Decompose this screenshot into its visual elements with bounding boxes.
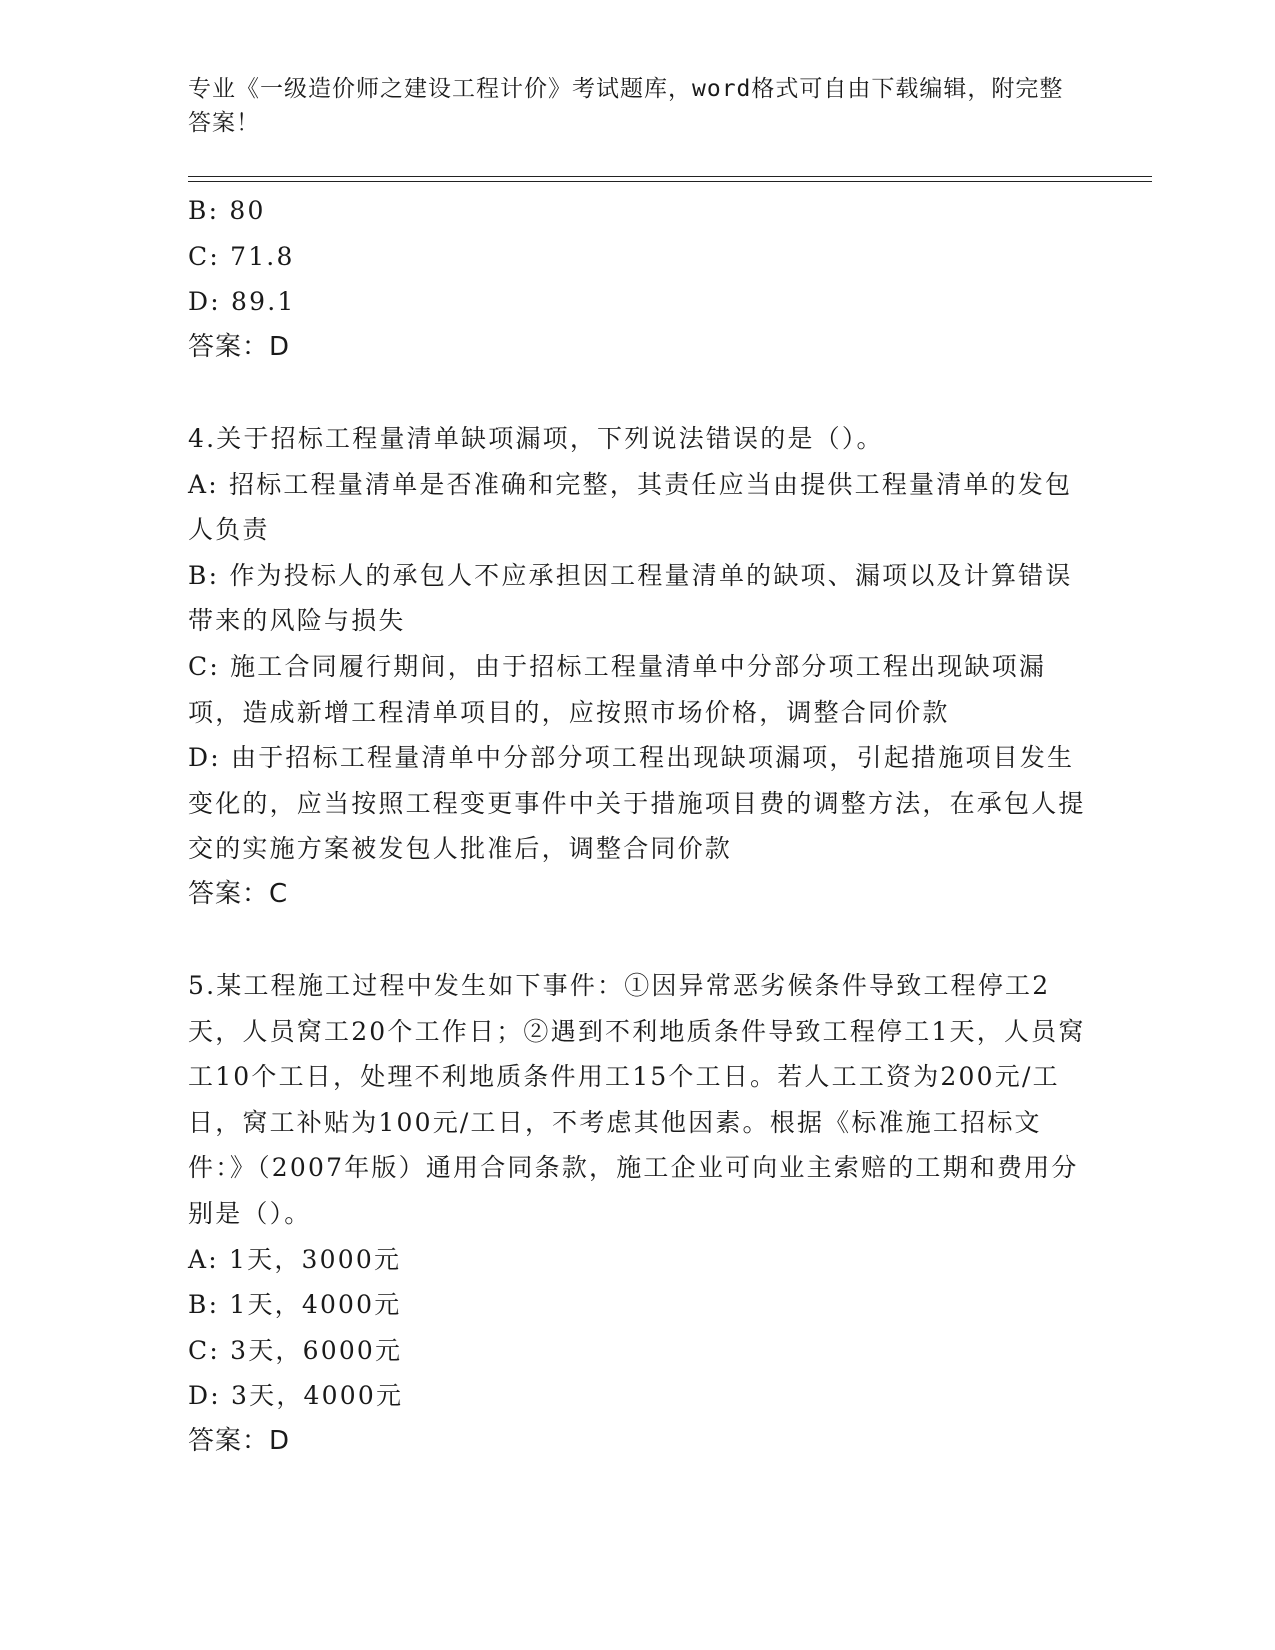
option-c: C: 3天，6000元 (188, 1335, 403, 1365)
option-c: C: 施工合同履行期间，由于招标工程量清单中分部分项工程出现缺项漏项，造成新增工程清单项目的，应按照市场价格，调整合同价款 (188, 651, 1047, 727)
option-b: B: 80 (188, 196, 266, 225)
option-b: B: 1天，4000元 (188, 1290, 402, 1320)
option-d: D: 3天，4000元 (188, 1381, 404, 1411)
spacer (188, 918, 1088, 964)
document-header (188, 72, 1068, 140)
answer-label: 答案：D (188, 1426, 291, 1457)
question-3-tail (188, 188, 1088, 370)
question-stem: 5.某工程施工过程中发生如下事件：①因异常恶劣候条件导致工程停工2天，人员窝工20个工作日；②遇到不利地质条件导致工程停工1天，人员窝工10个工日，处理不利地质条件用工15个工日。若人工工资为200元/工日，窝工补贴为100元/工日，不考虑其他因素。根据《标准施工招标文件：》（2007年版）通用合同条款，施工企业可向业主索赔的工期和费用分别是（）。 (188, 971, 1086, 1229)
question-5 (188, 963, 1088, 1465)
question-4 (188, 416, 1088, 918)
header-divider-bottom (188, 181, 1152, 182)
answer-label: 答案：D (188, 331, 291, 362)
option-d: D: 由于招标工程量清单中分部分项工程出现缺项漏项，引起措施项目发生变化的，应当按照工程变更事件中关于措施项目费的调整方法，在承包人提交的实施方案被发包人批准后，调整合同价款 (188, 743, 1086, 864)
question-stem: 4.关于招标工程量清单缺项漏项，下列说法错误的是（）。 (188, 423, 884, 453)
option-b: B: 作为投标人的承包人不应承担因工程量清单的缺项、漏项以及计算错误带来的风险与损失 (188, 560, 1073, 636)
option-a: A: 1天，3000元 (188, 1244, 402, 1274)
option-c: C: 71.8 (188, 241, 295, 271)
header-text: 专业《一级造价师之建设工程计价》考试题库，word格式可自由下载编辑，附完整答案！ (188, 76, 1064, 136)
option-a: A: 招标工程量清单是否准确和完整，其责任应当由提供工程量清单的发包人负责 (188, 469, 1073, 545)
spacer (188, 370, 1088, 416)
header-divider-top (188, 176, 1152, 177)
question-content (188, 188, 1088, 1465)
option-d: D: 89.1 (188, 287, 296, 317)
answer-label: 答案：C (188, 878, 289, 909)
